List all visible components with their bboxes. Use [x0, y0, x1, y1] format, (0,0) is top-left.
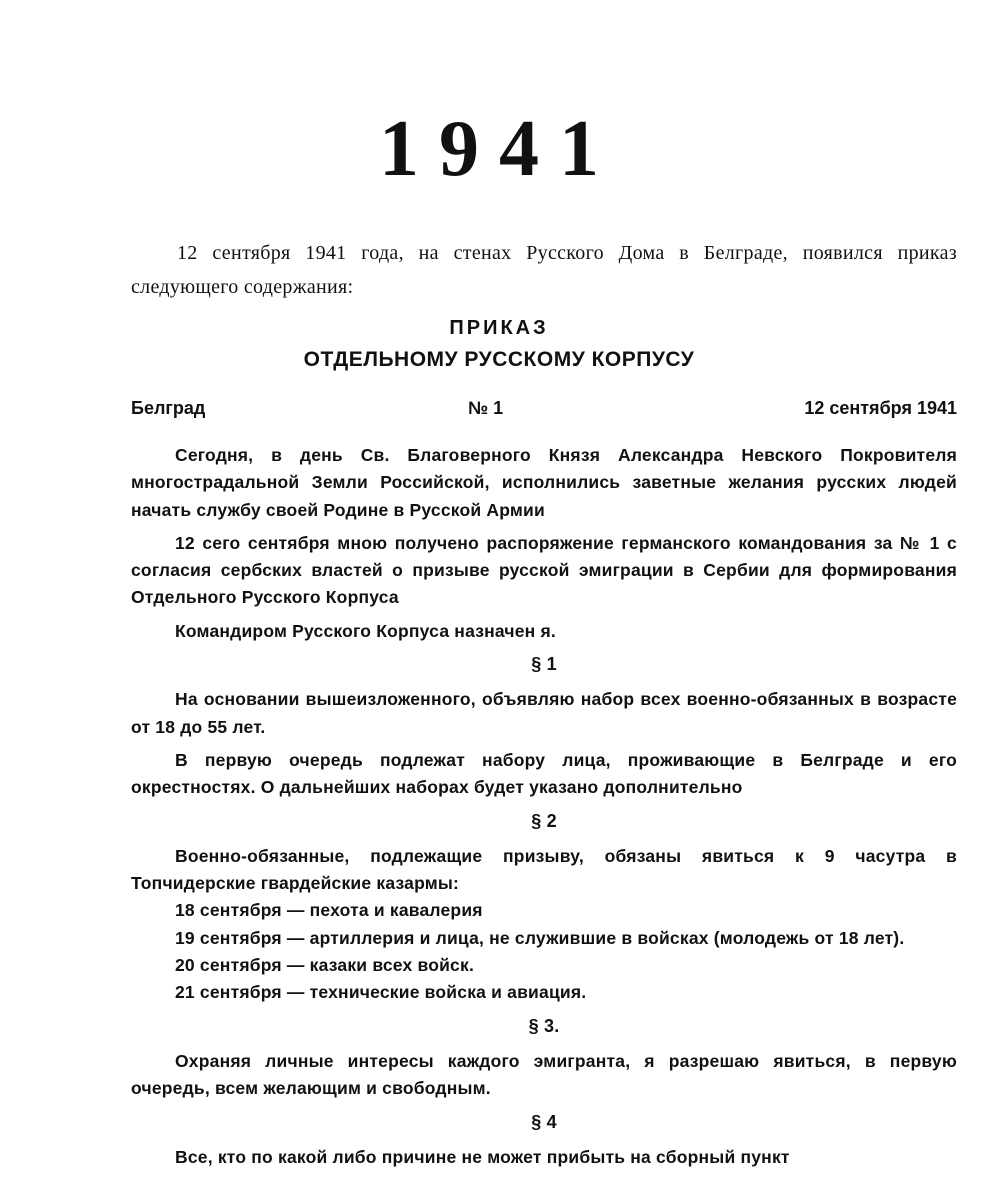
year-heading: 1941 — [379, 105, 619, 193]
section-heading-3: § 3. — [528, 1015, 560, 1036]
body-paragraph: Все, кто по какой либо причине не может прибыть на сборный пункт — [175, 1146, 790, 1167]
section-heading-1: § 1 — [531, 654, 557, 675]
order-subtitle: ОТДЕЛЬНОМУ РУССКОМУ КОРПУСУ — [303, 348, 695, 371]
order-place: Белград — [131, 398, 206, 418]
body-paragraph: Охраняя личные интересы каждого эмигранта, я разрешаю явиться, в первую очередь, всем желающим и свободным. — [131, 1050, 957, 1099]
body-paragraph: Военно-обязанные, подлежащие призыву, обязаны явиться к 9 часутра в Топчидерские гвардейские казармы: — [131, 845, 957, 894]
order-meta-row — [131, 398, 957, 424]
body-paragraph: В первую очередь подлежат набору лица, проживающие в Белграде и его окрестностях. О дальнейших наборах будет указано дополнительно — [131, 749, 957, 798]
order-date: 12 сентября 1941 — [804, 398, 957, 418]
body-paragraph: Сегодня, в день Св. Благоверного Князя Александра Невского Покровителя многострадальной Земли Российской, исполнились заветные желания русских людей начать службу своей Родине в Русской Армии — [131, 445, 957, 520]
section-heading-2: § 2 — [531, 810, 557, 831]
order-title: ПРИКАЗ — [449, 317, 549, 339]
schedule-item: 20 сентября — казаки всех войск. — [175, 955, 475, 976]
section-heading-4: § 4 — [531, 1111, 557, 1132]
order-number: № 1 — [468, 398, 504, 418]
schedule-item: 18 сентября — пехота и кавалерия — [175, 900, 483, 921]
schedule-item: 21 сентября — технические войска и авиация. — [175, 982, 587, 1003]
order-body — [131, 442, 957, 1171]
intro-paragraph: 12 сентября 1941 года, на стенах Русского Дома в Белграде, появился приказ следующего содержания: — [131, 242, 957, 298]
body-paragraph: Командиром Русского Корпуса назначен я. — [175, 620, 556, 641]
body-paragraph: На основании вышеизложенного, объявляю набор всех военно-обязанных в возрасте от 18 до 55 лет. — [131, 689, 957, 737]
schedule-item: 19 сентября — артиллерия и лица, не служившие в войсках (молодежь от 18 лет). — [175, 927, 905, 948]
body-paragraph: 12 сего сентября мною получено распоряжение германского командования за № 1 с согласия сербских властей о призыве русской эмиграции в Сербии для формирования Отдельного Русского Корпуса — [131, 532, 957, 608]
